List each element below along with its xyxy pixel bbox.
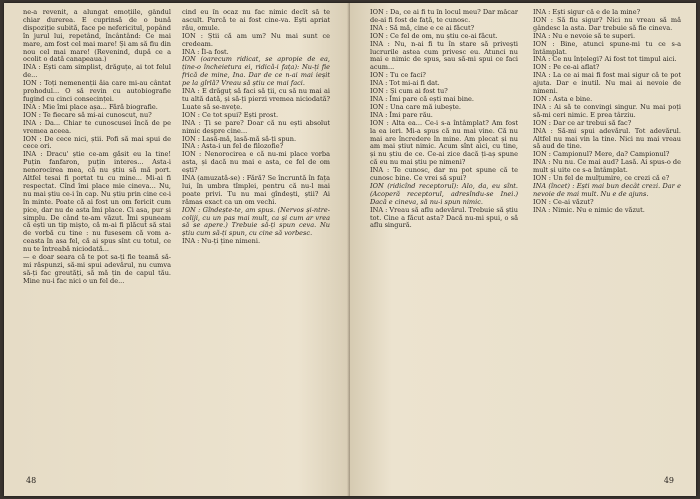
text-paragraph: INA : Să mă, cine e ce ai făcut? [370, 23, 475, 32]
text-paragraph: INA : Asta-i un fel de filozofie? [182, 142, 284, 151]
text-paragraph: INA : Te cunosc, dar nu pot spune că te cunosc bine. Ce vrei să spui? [370, 166, 518, 183]
text-paragraph: INA : Dracu' știe ce-am găsit eu la tine! Puțin fanfaron, puțin interes... Asta-i nenorocirea mea, că nu știu să mă port. Altfel tesai fi portat tu cu mine... Mi-ai fi respectat. Cînd îmi place mie cineva... Nu, nu mai știu ce-i în cap. Nu știu prin cine ce-i în minte. Poate că ai fost un om fericit cum pice, dar nu de asta îmi place. Ci asa, pur și simplu. De când te-am văzut. Îmi spuneam că ești un tip mișto, că m-ai fi plăcut să stai de vorbă cu tine : nu fusesem că vom a- ceasta în asa fel, că ai spus sînt cu totul, ce nu te întreabă niciodată... [23, 150, 171, 254]
left-page-column-1 [23, 9, 171, 461]
text-paragraph: INA : Îmi pare rău. [370, 110, 433, 119]
text-paragraph: INA : Mie îmi place așa... Fără biografie. [23, 102, 158, 111]
left-page-column-2 [182, 9, 330, 461]
text-paragraph: ION : Alta ea... Ce-i s-a întâmplat? Am fost la ea ieri. Mi-a spus că nu mai vine. Că nu mai are încredere în mine. Am plecat și nu am mai știut nimic. Acum sînt aici, cu tine, și nu știu de ce. Ce-ai zice dacă ți-aș spune că eu nu mai știu pe nimeni? [370, 118, 518, 167]
text-paragraph: INA : Nu, n-ai fi tu în stare să privești lucrurile astea cum privesc eu. Atunci nu mai e nimic de spus, sau să-mi spui ce faci acum... [370, 39, 518, 72]
text-paragraph: ION : Dar ce ar trebui să fac? [533, 118, 632, 127]
text-paragraph: INA : Nu nu. Ce mai aud? Lasă. Ai spus-o de mult și uite ce s-a întâmplat. [533, 158, 681, 175]
text-paragraph: ION : Campionul? Mere, da? Campionul? [533, 150, 670, 159]
text-paragraph: INA : Ești cam simplist, drăguțe, ai tot felul de... [23, 63, 171, 80]
text-paragraph: ne-a revenit, a alungat emoțiile, gândul chiar durerea. E cuprinsă de o bună dispoziție subită, face pe nefericitul, popând în jurul lui, repetând, încântând: Ce mai mare, am fost cel mai mare! Și am să fiu din nou cel mai mare! (Revenind, după ce a ocolit o dată canapeaua.) [23, 9, 171, 64]
text-paragraph: INA : Da... Chiar te cunoscusei încă de pe vremea aceea. [23, 118, 171, 135]
text-paragraph: ION : Un fel de mulțumire, ce crezi că e? [533, 174, 670, 183]
text-paragraph: INA : Ce nu înțelegi? Ai fost tot timpul aici. [533, 55, 677, 64]
text-paragraph: ION : Una care mă iubește. [370, 102, 461, 111]
text-paragraph: INA : Îmi pare că ești mai bine. [370, 94, 474, 103]
text-paragraph: INA : Ești sigur că e de la mine? [533, 9, 641, 16]
text-paragraph: INA : Ai să te convingi singur. Nu mai poți să-mi ceri nimic. E prea târziu. [533, 102, 681, 119]
text-paragraph: ION : Nenorocirea e că nu-mi place vorba asta, și dacă nu mai e asta, ce fel de om ești? [182, 150, 330, 175]
text-paragraph: INA (amuzată-se) : Fără? Se încruntă în fața lui, în umbra tîmplei, pentru că nu-l mai poate privi. Tu nu mai gîndești, știi? Ai rămas exact ca un om vechi. [182, 174, 330, 206]
text-paragraph: ION : Te fiecare să mi-ai cunoscut, nu? [23, 110, 152, 119]
text-paragraph: INA : Ți se pare? Doar că nu ești absolut nimic despre cine... [182, 118, 330, 135]
text-paragraph: INA : Tot mi-ai fi dat. [370, 79, 440, 88]
text-paragraph: ION : Gîndește-te, am spus. (Nervos și-ntre- coliji, cu un pas mai mult, ca și cum ar vrea să se apere.) Trebuie să-ți spun ceva. Nu știu cum să-ți spun, cu cine să vorbesc. [182, 205, 330, 238]
book-spread [4, 3, 696, 496]
text-paragraph: ION : Și cum ai fost tu? [370, 87, 448, 96]
text-paragraph: ION : Asta e bine. [533, 94, 593, 103]
left-page [4, 3, 350, 496]
text-paragraph: ION : Să fiu sigur? Nici nu vreau să mă gândesc la asta. Dar trebuie să fie cineva. [533, 15, 681, 32]
text-paragraph: ION (ridicînd receptorul): Alo, da, eu sînt. (Acoperă receptorul, adresîndu-se Inei.) Dacă e cineva, să nu-i spun nimic. [370, 181, 518, 206]
text-paragraph: cind eu în ocaz nu fac nimic decît să te ascult. Parcă te ai fost cine-va. Ești apriat rău, omule. [182, 9, 330, 32]
text-paragraph: INA : Nu-ți ține nimeni. [182, 237, 261, 246]
right-page-column-1 [370, 9, 518, 461]
text-paragraph: ION : De cece nici, știi. Pofi să mai spui de cece ori. [23, 134, 171, 151]
text-paragraph: INA : Nimic. Nu e nimic de văzut. [533, 205, 645, 214]
text-paragraph: ION : Da, ce ai fi tu în locul meu? Dar măcar de-ai fi fost de față, te cunosc. [370, 9, 518, 24]
right-page [350, 3, 696, 496]
page-number-left: 48 [26, 476, 37, 485]
text-paragraph: ION : Lasă-mă, lasă-mă să-ți spun. [182, 134, 297, 143]
text-paragraph: INA : Să-mi spui adevărul. Tot adevărul. Altfel nu mai vin la tine. Nici nu mai vreau să aud de tine. [533, 126, 681, 151]
text-paragraph: ION : Ce fel de om, nu știu ce-ai făcut. [370, 31, 498, 40]
text-paragraph: ION (oarecum ridicat, se apropie de ea, ține-o încheietura ei, ridică-i fața): Nu-ți fie frică de mine, Ina. Dar de ce n-ai mai ieșit pe la gîrlă? Vreau să știu ce mai faci. [182, 55, 330, 88]
text-paragraph: INA : Vreau să aflu adevărul. Trebuie să știu tot. Cine a făcut asta? Dacă nu-mi spui, o să aflu singură. [370, 205, 518, 230]
text-paragraph: INA : Nu e nevoie să te superi. [533, 31, 636, 40]
text-paragraph: ION : Bine, atunci spune-mi tu ce s-a întâmplat. [533, 39, 681, 56]
text-paragraph: INA : Îl-a fost. [182, 47, 229, 56]
text-paragraph: INA : La ce ai mai fi fost mai sigur că te pot ajuta. Dar e inutil. Nu mai ai nevoie de nimeni. [533, 71, 681, 96]
text-paragraph: ION : Toți nemenenții ăia care mi-au cântat prohodul... O să revin cu autobiografie fugind cu cinci consecinței. [23, 79, 171, 103]
right-page-column-2 [533, 9, 681, 461]
text-paragraph: ION : Tu ce faci? [370, 71, 426, 80]
text-paragraph: ION : Ce-ai văzut? [533, 197, 594, 206]
text-paragraph: ION : Știi că am um? Nu mai sunt ce credeam. [182, 31, 330, 48]
text-paragraph: ION : Pe ce-ai aflat? [533, 63, 600, 72]
page-number-right: 49 [663, 476, 674, 485]
text-paragraph: INA : E drăguț să faci să ții, cu să nu mai ai tu altă dată, și să-ți pierzi vremea niciodată? Luate să se-nvețe. [182, 87, 330, 111]
text-paragraph: INA (încet) : Ești mai bun decât crezi. Dar e nevoie de mai mult. Nu e de ajuns. [533, 181, 681, 198]
text-paragraph: ION : Ce tot spui? Ești prost. [182, 110, 279, 119]
text-paragraph: — e doar seara că te pot sa-ți fie teamă să-mi răspunzi, să-mi spui adevărul, nu cumva să-ți fac greutăți, să mă țin de capul tău. Mine nu-i fac nici o un fel de... [23, 253, 171, 285]
